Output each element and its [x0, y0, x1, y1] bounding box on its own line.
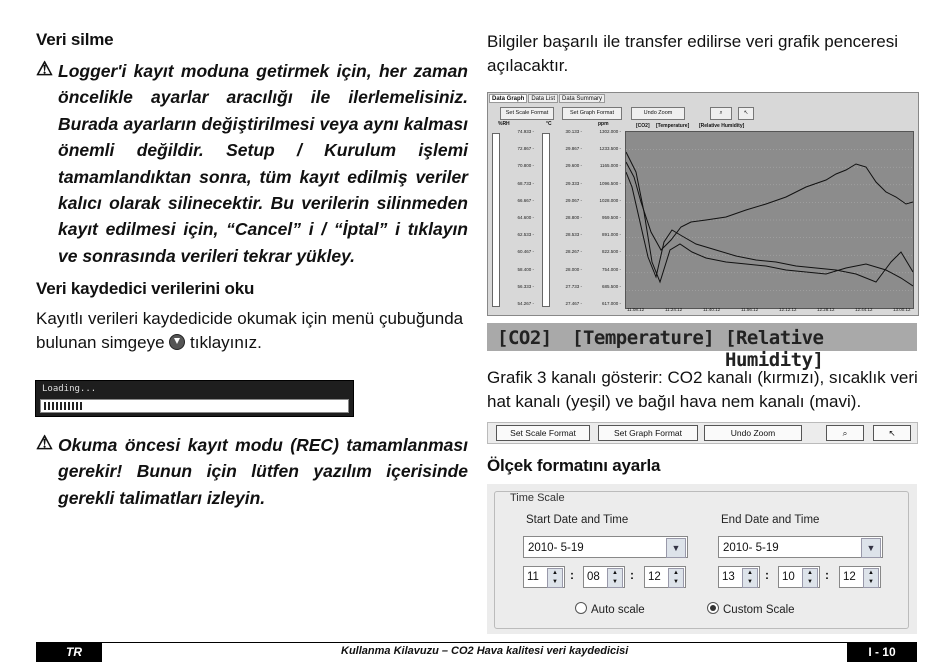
- set-graph-format-button[interactable]: Set Graph Format: [562, 107, 622, 120]
- start-date-value: 2010- 5-19: [528, 542, 584, 554]
- co2-tick-label: 1028.000 -: [599, 197, 621, 203]
- heading-delete-data: Veri silme: [36, 30, 114, 49]
- warning-icon: ⚠: [36, 59, 54, 80]
- warning-block-2: [36, 432, 468, 511]
- rh-tick-label: 58.400 -: [517, 266, 534, 272]
- loading-progress-bar: [40, 399, 349, 413]
- co2-unit-label: ppm: [598, 121, 609, 127]
- temp-tick-label: 29.333 -: [565, 180, 582, 186]
- rh-tick-label: 70.800 -: [517, 163, 534, 169]
- plot-grid: [626, 150, 913, 291]
- read-instruction: [36, 307, 468, 355]
- channel-legend: [487, 323, 917, 371]
- undo-zoom-button[interactable]: Undo Zoom: [704, 425, 802, 441]
- rh-axis: [500, 131, 538, 307]
- rh-tick-label: 72.867 -: [517, 146, 534, 152]
- rh-tick-label: 54.267 -: [517, 301, 534, 306]
- pointer-tool-button[interactable]: [873, 425, 911, 441]
- temp-axis: [548, 131, 586, 307]
- spinner-arrows-icon[interactable]: ▲ ▼: [742, 568, 758, 588]
- custom-scale-radio[interactable]: [707, 602, 795, 616]
- read-text-2: tıklayınız.: [190, 333, 262, 353]
- read-text-1: Kayıtlı verileri kaydedicide okumak için menü çubuğunda bulunan simgeye: [36, 309, 464, 353]
- channel-co2: [CO2]: [497, 327, 552, 349]
- time-scale-dialog: [487, 484, 917, 634]
- time-tick-label: 11:40:12: [703, 307, 721, 312]
- end-hour-value: 13: [722, 571, 735, 583]
- temp-tick-label: 29.067 -: [565, 197, 582, 203]
- temp-tick-label: 27.467 -: [565, 301, 582, 306]
- undo-zoom-button[interactable]: Undo Zoom: [631, 107, 685, 120]
- temp-tick-label: 29.600 -: [565, 163, 582, 169]
- left-column: [36, 30, 468, 355]
- time-tick-label: 11:56:12: [741, 307, 759, 312]
- chevron-down-icon[interactable]: ▼: [861, 538, 881, 558]
- time-separator: :: [825, 568, 829, 582]
- rh-tick-label: 66.667 -: [517, 197, 534, 203]
- graph-toolbar-enlarged: [487, 422, 918, 444]
- end-second-spinner[interactable]: [839, 566, 881, 588]
- zoom-icon: ⌕: [719, 110, 723, 116]
- time-tick-label: 11:24:12: [665, 307, 683, 312]
- start-second-value: 12: [648, 571, 661, 583]
- tab-data-list[interactable]: Data List: [528, 94, 558, 103]
- co2-tick-label: 822.500 -: [601, 249, 621, 255]
- temp-tick-label: 28.267 -: [565, 249, 582, 255]
- co2-tick-label: 685.500 -: [601, 283, 621, 289]
- warning-icon: ⚠: [36, 433, 54, 454]
- rh-tick-label: 62.533 -: [517, 232, 534, 238]
- end-minute-value: 10: [782, 571, 795, 583]
- end-second-value: 12: [843, 571, 856, 583]
- rh-tick-label: 56.333 -: [517, 283, 534, 289]
- start-minute-value: 08: [587, 571, 600, 583]
- time-tick-label: 12:12:12: [779, 307, 797, 312]
- page-footer: [36, 642, 917, 662]
- spinner-arrows-icon[interactable]: ▲ ▼: [607, 568, 623, 588]
- loading-text: Loading...: [42, 384, 97, 394]
- zoom-icon: ⌕: [842, 428, 848, 438]
- set-scale-format-button[interactable]: Set Scale Format: [496, 425, 590, 441]
- co2-tick-label: 1096.500 -: [599, 180, 621, 186]
- time-separator: :: [765, 568, 769, 582]
- pointer-tool-button[interactable]: [738, 107, 754, 120]
- temp-tick-label: 30.133 -: [565, 129, 582, 134]
- heading-set-scale: Ölçek formatını ayarla: [487, 456, 661, 475]
- rh-axis-scrollbar[interactable]: [492, 133, 500, 307]
- plot-svg: [626, 132, 913, 308]
- warning-text-2: Okuma öncesi kayıt modu (REC) tamamlanması gerekir! Bunun için lütfen yazılım içerisinde gerekli talimatları izleyin.: [58, 435, 468, 508]
- temp-unit-label: °C: [546, 121, 552, 127]
- rh-tick-label: 60.467 -: [517, 249, 534, 255]
- end-date-select[interactable]: [718, 536, 883, 558]
- time-separator: :: [570, 568, 574, 582]
- spinner-arrows-icon[interactable]: ▲ ▼: [547, 568, 563, 588]
- channel-caption: Grafik 3 kanalı gösterir: CO2 kanalı (kırmızı), sıcaklık veri hat kanalı (yeşil) ve bağıl hava nem kanalı (mavi).: [487, 368, 918, 411]
- co2-tick-label: 1165.000 -: [599, 163, 621, 169]
- spinner-arrows-icon[interactable]: ▲ ▼: [802, 568, 818, 588]
- rh-tick-label: 74.933 -: [517, 129, 534, 134]
- time-axis: [625, 307, 912, 315]
- graph-tabs: [489, 94, 606, 103]
- co2-tick-label: 754.000 -: [601, 266, 621, 272]
- loading-dialog: [35, 380, 354, 417]
- time-tick-label: 13:00:12: [893, 307, 911, 312]
- legend-temperature: [Temperature]: [656, 123, 690, 129]
- end-date-label: End Date and Time: [721, 514, 820, 526]
- channel-temperature: [Temperature]: [572, 327, 715, 349]
- rh-unit-label: %RH: [498, 121, 510, 127]
- time-tick-label: 12:28:12: [817, 307, 835, 312]
- cursor-icon: ↖: [743, 110, 749, 116]
- loading-progress-fill: [44, 402, 82, 410]
- start-hour-spinner[interactable]: [523, 566, 565, 588]
- graph-intro-text: [487, 30, 919, 78]
- co2-series-line: [626, 162, 913, 250]
- auto-scale-label: Auto scale: [591, 604, 645, 616]
- rh-tick-label: 64.600 -: [517, 215, 534, 220]
- legend-humidity: [Relative Humidity]: [699, 123, 745, 129]
- tab-data-summary[interactable]: Data Summary: [559, 94, 605, 103]
- plot-area[interactable]: [625, 131, 914, 309]
- heading-read-data: Veri kaydedici verilerini oku: [36, 279, 255, 299]
- channel-humidity: [Relative Humidity]: [725, 327, 824, 371]
- rh-tick-label: 68.733 -: [517, 180, 534, 186]
- co2-tick-label: 1302.000 -: [599, 129, 621, 134]
- set-scale-format-button[interactable]: Set Scale Format: [500, 107, 554, 120]
- zoom-tool-button[interactable]: [826, 425, 864, 441]
- end-date-value: 2010- 5-19: [723, 542, 779, 554]
- graph-toolbar: [488, 107, 918, 120]
- temp-tick-label: 27.733 -: [565, 283, 582, 289]
- start-hour-value: 11: [527, 571, 539, 583]
- start-date-select[interactable]: [523, 536, 688, 558]
- temp-tick-label: 28.533 -: [565, 232, 582, 238]
- warning-text-1: Logger'i kayıt moduna getirmek için, her zaman öncelikle ayarlar aracılığı ile ilerlemelisiniz. Burada ayarların değiştirilmesi veya aynı kalması önemli değildir. Setup / Kurulum işlemi tamamlandıktan sonra, tüm kayıt edilmiş veriler kalıcı olarak silinecektir. Bu verilerin silinmeden kayıt edilmesi için, “Cancel” i / “İptal” i tıklayın ve sonrasında verileri tekrar yükley.: [58, 61, 468, 266]
- radio-unchecked-icon: [575, 602, 587, 614]
- data-graph-window: [487, 92, 919, 316]
- zoom-tool-button[interactable]: [710, 107, 732, 120]
- start-date-label: Start Date and Time: [526, 514, 629, 526]
- temp-tick-label: 28.000 -: [565, 266, 582, 272]
- co2-tick-label: 959.500 -: [601, 215, 621, 220]
- end-minute-spinner[interactable]: [778, 566, 820, 588]
- warning-block-1: [36, 58, 468, 269]
- legend-co2: [CO2]: [636, 123, 650, 129]
- cursor-icon: ↖: [888, 428, 896, 438]
- tab-data-graph[interactable]: Data Graph: [489, 94, 527, 103]
- footer-page-number: I - 10: [847, 643, 917, 662]
- footer-language: TR: [36, 643, 102, 662]
- spinner-arrows-icon[interactable]: ▲ ▼: [668, 568, 684, 588]
- time-separator: :: [630, 568, 634, 582]
- time-scale-group: [494, 491, 909, 629]
- footer-title: Kullanma Kilavuzu – CO2 Hava kalitesi veri kaydedicisi: [341, 645, 629, 657]
- right-column: [487, 30, 919, 78]
- time-tick-label: 12:44:12: [855, 307, 873, 312]
- chevron-down-icon[interactable]: ▼: [666, 538, 686, 558]
- radio-checked-icon: [707, 602, 719, 614]
- start-minute-spinner[interactable]: [583, 566, 625, 588]
- co2-axis: [588, 131, 625, 307]
- time-tick-label: 11:08:12: [627, 307, 645, 312]
- spinner-arrows-icon[interactable]: ▲ ▼: [863, 568, 879, 588]
- start-second-spinner[interactable]: [644, 566, 686, 588]
- end-hour-spinner[interactable]: [718, 566, 760, 588]
- co2-tick-label: 891.000 -: [601, 232, 621, 238]
- co2-tick-label: 617.000 -: [601, 301, 621, 306]
- intro-text: Bilgiler başarılı ile transfer edilirse veri grafik penceresi açılacaktır.: [487, 32, 898, 75]
- temp-tick-label: 28.800 -: [565, 215, 582, 220]
- custom-scale-label: Custom Scale: [723, 604, 795, 616]
- time-scale-legend: Time Scale: [507, 492, 568, 504]
- co2-tick-label: 1233.500 -: [599, 146, 621, 152]
- auto-scale-radio[interactable]: [575, 602, 645, 616]
- download-icon: [169, 334, 185, 350]
- set-graph-format-button[interactable]: Set Graph Format: [598, 425, 698, 441]
- temp-tick-label: 29.867 -: [565, 146, 582, 152]
